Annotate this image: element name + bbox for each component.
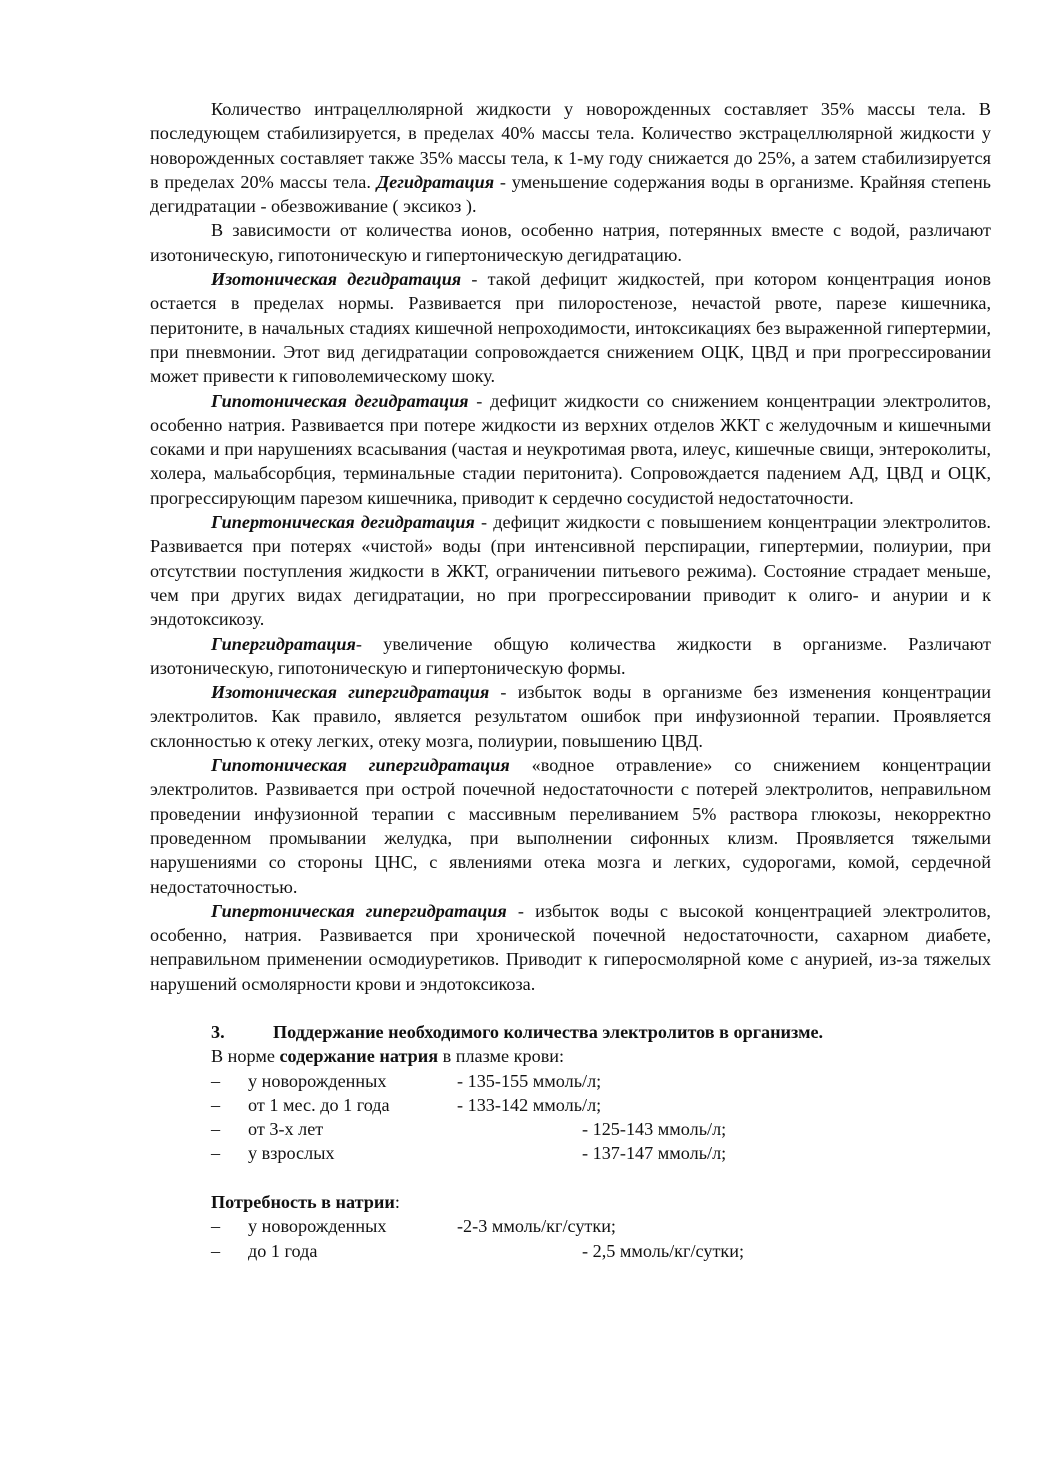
dash-bullet: – xyxy=(211,1143,221,1164)
list-item-value: - 2,5 ммоль/кг/сутки; xyxy=(582,1240,745,1261)
section-number: 3. xyxy=(211,1021,225,1042)
list-item-value: -2-3 ммоль/кг/сутки; xyxy=(457,1216,616,1237)
colon: : xyxy=(394,1192,400,1213)
list-item-value: - 137-147 ммоль/л; xyxy=(582,1143,727,1164)
paragraph-isotonic-dehydration xyxy=(150,267,991,388)
paragraph-fluid-volume xyxy=(150,97,991,218)
dash-bullet: – xyxy=(211,1070,221,1091)
paragraph-hypertonic-hyperhydration xyxy=(150,899,991,996)
list-item-label: до 1 года xyxy=(248,1240,318,1261)
document-page xyxy=(150,97,991,1263)
sodium-need-term: Потребность в натрии xyxy=(211,1192,395,1213)
paragraph-hypotonic-hyperhydration xyxy=(150,753,991,899)
term-hypertonic-hyperhydration: Гипертоническая гипергидратация xyxy=(211,900,507,921)
term-hypotonic-hyperhydration: Гипотоническая гипергидратация xyxy=(211,755,510,776)
paragraph-hypotonic-dehydration xyxy=(150,389,991,510)
list-item-value: - 135-155 ммоль/л; xyxy=(457,1070,602,1091)
list-item-label: от 3-х лет xyxy=(248,1119,324,1140)
term-dehydration: Дегидратация xyxy=(376,171,495,192)
list-item xyxy=(150,1093,991,1117)
paragraph-text: В зависимости от количества ионов, особенно натрия, потерянных вместе с водой, различают изотоническую, гипотоническую и гипертоническую дегидратацию. xyxy=(150,220,991,265)
intro-text: В норме xyxy=(211,1046,280,1067)
list-item-value: - 125-143 ммоль/л; xyxy=(582,1119,727,1140)
dash-bullet: – xyxy=(211,1240,221,1261)
section-title: Поддержание необходимого количества электролитов в организме. xyxy=(273,1021,824,1042)
term-isotonic-dehydration: Изотоническая дегидратация xyxy=(211,269,462,290)
term-hypertonic-dehydration: Гипертоническая дегидратация xyxy=(211,512,475,533)
sodium-need-heading xyxy=(150,1190,991,1214)
list-item-label: от 1 мес. до 1 года xyxy=(248,1094,390,1115)
list-item xyxy=(150,1069,991,1093)
paragraph-text: - избыток воды с высокой концентрацией электролитов, особенно, натрия. Развивается при хронической почечной недостаточности, сахарном диабете, неправильном применении осмодиуретиков. Приводит к гиперосмолярной коме с анурией, из-за тяжелых нарушений осмолярности крови и эндотоксикоза. xyxy=(150,900,991,994)
term-isotonic-hyperhydration: Изотоническая гипергидратация xyxy=(211,682,490,703)
paragraph-text: - дефицит жидкости с повышением концентрации электролитов. Развивается при потерях «чистой» воды (при интенсивной перспирации, гипертермии, полиурии, при отсутствии поступления жидкости в ЖКТ, ограничении питьевого режима). Состояние страдает меньше, чем при других видах дегидратации, но при прогрессировании приводит к олиго- и анурии и к эндотоксикозу. xyxy=(150,512,991,630)
list-item-value: - 133-142 ммоль/л; xyxy=(457,1094,602,1115)
list-item xyxy=(150,1117,991,1141)
sodium-need-list xyxy=(150,1214,991,1263)
paragraph-text: - уменьшение содержания воды в организме. Крайняя степень дегидратации - обезвоживание ( эксикоз ). xyxy=(150,171,991,217)
term-hypotonic-dehydration: Гипотоническая дегидратация xyxy=(211,390,469,411)
list-item-label: у взрослых xyxy=(248,1143,335,1164)
list-item-label: у новорожденных xyxy=(248,1216,387,1237)
paragraph-text: - избыток воды в организме без изменения концентрации электролитов. Как правило, является результатом ошибок при инфузионной терапии. Проявляется склонностью к отеку легких, отеку мозга, полиурии, повышению ЦВД. xyxy=(150,682,991,751)
term-hyperhydration: Гипергидратация xyxy=(211,633,356,654)
paragraph-text: - такой дефицит жидкостей, при котором концентрация ионов остается в пределах нормы. Развивается при пилоростенозе, нечастой рвоте, парезе кишечника, перитоните, в начальных стадиях кишечной непроходимости, интоксикациях без выраженной гипертермии, при пневмонии. Этот вид дегидратации сопровождается снижением ОЦК, ЦВД и при прогрессировании может привести к гиповолемическому шоку. xyxy=(150,269,991,387)
sodium-norms-list xyxy=(150,1069,991,1166)
list-item xyxy=(150,1141,991,1165)
paragraph-text: «водное отравление» со снижением концентрации электролитов. Развивается при острой почечной недостаточности с потерей электролитов, неправильном проведении инфузионной терапии с массивным переливанием 5% раствора глюкозы, некорректно проведенном промывании желудка, при выполнении сифонных клизм. Проявляется тяжелыми нарушениями со стороны ЦНС, с явлениями отека мозга и легких, судорогами, комой, сердечной недостаточностью. xyxy=(150,755,992,897)
sodium-intro xyxy=(150,1044,991,1068)
intro-text: в плазме крови: xyxy=(438,1046,565,1067)
dash-bullet: – xyxy=(211,1216,221,1237)
list-item-label: у новорожденных xyxy=(248,1070,387,1091)
paragraph-isotonic-hyperhydration xyxy=(150,680,991,753)
paragraph-hypertonic-dehydration xyxy=(150,510,991,631)
blank-line xyxy=(150,1166,991,1190)
paragraph-text: - дефицит жидкости со снижением концентрации электролитов, особенно натрия. Развивается при потере жидкости из верхних отделов ЖКТ с желудочным и кишечными соками и при нарушениях всасывания (частая и неукротимая рвота, илеус, кишечные свищи, энтероколиты, холера, мальабсорбция, терминальные стадии перитонита). Сопровождается падением АД, ЦВД и ОЦК, прогрессирующим парезом кишечника, приводит к сердечно сосудистой недостаточности. xyxy=(150,390,991,508)
sodium-content-term: содержание натрия xyxy=(279,1046,439,1067)
paragraph-text: Количество интрацеллюлярной жидкости у новорожденных составляет 35% массы тела. В последующем стабилизируется, в пределах 40% массы тела. Количество экстрацеллюлярной жидкости у новорожденных составляет также 35% массы тела, к 1-му году снижается до 25%, а затем стабилизируется в пределах 20% массы тела. xyxy=(150,99,991,192)
section-heading xyxy=(150,1020,991,1044)
dash-bullet: – xyxy=(211,1119,221,1140)
paragraph-hyperhydration xyxy=(150,632,991,681)
dash-bullet: – xyxy=(211,1094,221,1115)
list-item xyxy=(150,1214,991,1238)
paragraph-ion-loss xyxy=(150,218,991,267)
paragraph-text: - увеличение общую количества жидкости в организме. Различают изотоническую, гипотоническую и гипертоническую формы. xyxy=(150,633,991,678)
list-item xyxy=(150,1239,991,1263)
